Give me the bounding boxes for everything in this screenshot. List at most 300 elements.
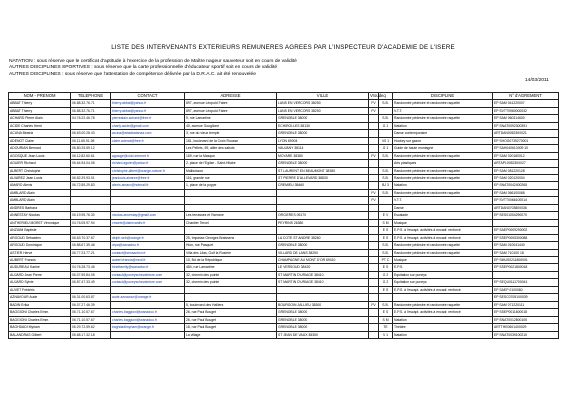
agreement-cell: EP SNAT0042400265 [493, 182, 559, 189]
city-cell [277, 189, 369, 196]
name-cell: BADIN Erika [9, 301, 71, 308]
agreement-cell: EP SAM 710100 18 [493, 249, 559, 256]
level-cell: S.B. [379, 100, 393, 107]
agreement-cell: EP SAM 010041440 [493, 242, 559, 249]
level-cell: G 2 [379, 271, 393, 278]
address-cell: 25, Impasse Georges Braissens [185, 234, 277, 241]
city-cell: GRENOBLE 38000 [277, 316, 369, 323]
agreement-cell: EP SNAT0012800105 [493, 316, 559, 323]
contact-cell[interactable]: acuna@abadiadanza.com [111, 130, 185, 137]
agreement-cell: ARTDAN0052300021 [493, 130, 559, 137]
address-cell: 2, place de l'Eglise - Saint-Hilaire [185, 160, 277, 167]
agreement-cell: EP SAM 066100068 [493, 189, 559, 196]
name-cell: ABBAT Thierry [9, 100, 71, 107]
table-row [9, 212, 559, 219]
code-cell [369, 160, 379, 167]
contact-cell[interactable]: jeanlouis.alvarez@free.fr [111, 174, 185, 181]
agreement-cell: ARTDAN0703800036 [493, 204, 559, 211]
phone-cell [71, 122, 111, 129]
name-cell: AGOSQUE Jean Louis [9, 152, 71, 159]
contact-cell[interactable]: pierrealain.achard@free.fr [111, 115, 185, 122]
contact-cell[interactable]: claire.adenot@free.fr [111, 137, 185, 144]
phone-cell: 06.07.59.84.05 [71, 271, 111, 278]
agreement-cell: EP SNAT0092300391 [493, 122, 559, 129]
code-cell [369, 204, 379, 211]
name-cell: BAGGIONI Charles Emm. [9, 309, 71, 316]
name-cell: AUJARD Jean Pierre [9, 271, 71, 278]
city-cell: GRENOBLE 38000 [277, 324, 369, 331]
discipline-cell: Danse [393, 204, 493, 211]
agreement-cell: EP SAEP0009290002 [493, 227, 559, 234]
contact-cell [111, 204, 185, 211]
address-cell: 169, rue la Masque [185, 152, 277, 159]
address-cell: Villa des Lilas, Golf la Rosière [185, 249, 277, 256]
agreement-cell: EP SVTT0960000032 [493, 107, 559, 114]
discipline-cell: E.P.S. à l'escapt. activités à encadr. renforcé [393, 234, 493, 241]
code-cell [369, 174, 379, 181]
contact-cell[interactable]: christophe.albert@orange-nature.fr [111, 167, 185, 174]
level-cell: S.B. [379, 174, 393, 181]
discipline-cell: E.P.S. à l'escapt. activités à encadr. renforcé [393, 286, 493, 293]
address-cell [185, 227, 277, 234]
validity-notes [9, 59, 559, 83]
agreement-cell [493, 271, 559, 278]
phone-cell: 04.76.28.73.46 [71, 264, 111, 271]
phone-cell: 06.11.65.91.98 [71, 137, 111, 144]
table-row [9, 324, 559, 331]
phone-cell [71, 197, 111, 204]
note-natation: NATATION : sous réserve que le certificat d'aptitude à l'exercice de la profession de Maître nageur sauveteur soit en cours de validité [9, 59, 297, 64]
table-body [9, 100, 559, 339]
contact-cell [111, 145, 185, 152]
contact-cell[interactable]: aude.aznavour@orange.fr [111, 294, 185, 301]
code-cell [369, 249, 379, 256]
city-cell: LANS EN VERCORS 38250 [277, 100, 369, 107]
discipline-cell [393, 294, 493, 301]
discipline-cell: Théâtre [393, 324, 493, 331]
address-cell: 18, rue Paul Bouget [185, 324, 277, 331]
level-cell: G 2 [379, 279, 393, 286]
phone-cell [71, 167, 111, 174]
phone-cell [71, 227, 111, 234]
discipline-cell: Randonnée pédestre et randonnée raquette [393, 242, 493, 249]
code-cell [369, 115, 379, 122]
code-cell: FV [369, 301, 379, 308]
level-cell [379, 160, 393, 167]
phone-cell: 04.76.22.46.78 [71, 115, 111, 122]
code-cell [369, 242, 379, 249]
contact-cell[interactable]: richard.aguier@yahoo.fr [111, 160, 185, 167]
city-cell: LA COTE ST ANDRE 38260 [277, 234, 369, 241]
table-row [9, 227, 559, 234]
city-cell: PEYRINS 26380 [277, 219, 369, 226]
phone-cell [71, 189, 111, 196]
document-date: 14/03/2011 [524, 78, 549, 83]
level-cell: S.B. [379, 242, 393, 249]
city-cell: ST LAURENT EN BEAUMONT 38350 [277, 167, 369, 174]
city-cell: ECHIROLLES 38130 [277, 122, 369, 129]
contact-cell [111, 286, 185, 293]
name-cell: ANNESTAY Nicolas [9, 212, 71, 219]
contact-cell[interactable]: vmoret@dsfmvanthr.fr [111, 219, 185, 226]
phone-cell: 06.19.95.76.30 [71, 212, 111, 219]
table-row [9, 279, 559, 286]
name-cell: AZNAVOUR Aude [9, 294, 71, 301]
agreement-cell: EP SAM 041220007 [493, 100, 559, 107]
address-cell [185, 294, 277, 301]
code-cell [369, 264, 379, 271]
code-cell [369, 286, 379, 293]
level-cell: E S [379, 227, 393, 234]
level-cell: S.B. [379, 301, 393, 308]
name-cell: AMARO Alexis [9, 182, 71, 189]
discipline-cell: Randonnée pédestre et randonnée raquette [393, 152, 493, 159]
name-cell: ALVAREZ Jean Louis [9, 174, 71, 181]
city-cell: LE VERSOUD 38420 [277, 264, 369, 271]
agreement-cell: EP SSEP0011600018 [493, 309, 559, 316]
code-cell [369, 271, 379, 278]
level-cell: PT C [379, 256, 393, 263]
agreement-table [8, 92, 559, 339]
phone-cell: 06.63.00.28.43 [71, 130, 111, 137]
address-cell [185, 197, 277, 204]
address-cell [185, 189, 277, 196]
agreement-cell: EP SHOG0739270001 [493, 137, 559, 144]
city-cell: VILLARD DE LANS 38250 [277, 249, 369, 256]
discipline-cell: Natation [393, 182, 493, 189]
city-cell: ST JEAN DE VAUX 38350 [277, 331, 369, 338]
discipline-cell: Natation [393, 316, 493, 323]
city-cell [277, 204, 369, 211]
contact-cell [111, 197, 185, 204]
name-cell: ARGOUD Dominique [9, 242, 71, 249]
table-row [9, 242, 559, 249]
phone-cell: 06.88.67.39.46 [71, 242, 111, 249]
phone-cell: 06.88.32.76.71 [71, 107, 111, 114]
level-cell: E S [379, 264, 393, 271]
phone-cell: 06.82.29.93.01 [71, 174, 111, 181]
address-cell: 897, avenue Léopold Fabre [185, 107, 277, 114]
name-cell: ANTHERIEU MORET Véronique [9, 219, 71, 226]
city-cell: LYON 69004 [277, 137, 369, 144]
table-row [9, 167, 559, 174]
level-cell: S.B. [379, 115, 393, 122]
contact-cell [111, 189, 185, 196]
discipline-header: DISCIPLINE [393, 93, 493, 100]
name-cell: AUVET Frédéric [9, 286, 71, 293]
city-cell [277, 197, 369, 204]
code-cell [369, 279, 379, 286]
agreement-cell: EP SAM 020180012 [493, 152, 559, 159]
name-cell: AMBLARD Alain [9, 189, 71, 196]
name-cell: AUBERT Francis [9, 256, 71, 263]
discipline-cell: Randonnée pédestre et randonnée raquette [393, 100, 493, 107]
city-cell: GRENOBLE 38000 [277, 115, 369, 122]
agreement-cell: EP SAEP 0100060 [493, 286, 559, 293]
address-cell: 40, avenue Gouglione [185, 122, 277, 129]
name-cell: ANZIANI Baptiste [9, 227, 71, 234]
phone-cell: 06.12.82.60.61 [71, 152, 111, 159]
code-cell [369, 256, 379, 263]
discipline-cell: Escalade [393, 212, 493, 219]
phone-cell: 06.72.85.29.83 [71, 182, 111, 189]
city-cell [277, 227, 369, 234]
city-cell: GRENOBLE 38000 [277, 160, 369, 167]
level-cell: E S [379, 286, 393, 293]
discipline-cell: Musique [393, 256, 493, 263]
level-cell: S M [379, 219, 393, 226]
discipline-cell: V.T.T. [393, 107, 493, 114]
contact-cell[interactable]: charles.baggioni@wanadoo.fr [111, 316, 185, 323]
name-cell: BALANDRAS Gilbert [9, 331, 71, 338]
phone-cell: 06.68.17.32.18 [71, 331, 111, 338]
address-cell: 32, chemin des pointe [185, 271, 277, 278]
level-cell: S.B. [379, 167, 393, 174]
name-cell: AUJARD Sylvie [9, 279, 71, 286]
contact-cell[interactable]: drpa@wanadoo.fr [111, 242, 185, 249]
address-cell: 10, Bd de la République [185, 256, 277, 263]
table-row [9, 174, 559, 181]
address-cell: La village [185, 331, 277, 338]
code-cell [369, 316, 379, 323]
discipline-cell: Randonnée pédestre et randonnée raquette [393, 174, 493, 181]
table-row [9, 107, 559, 114]
phone-cell: 06.71.10.57.67 [71, 316, 111, 323]
discipline-cell: Randonnée pédestre et randonnée raquette [393, 301, 493, 308]
agreement-cell: EP SSEP0021800018 [493, 264, 559, 271]
contact-cell[interactable]: baghdadimyriam@orange.fr [111, 324, 185, 331]
document-title: LISTE DES INTERVENANTS EXTERIEURS REMUNERES AGREES PAR L'INSPECTEUR D'ACADEMIE DE L'ISERE [111, 44, 455, 51]
name-cell: ASTIER Hervé [9, 249, 71, 256]
level-cell [379, 130, 393, 137]
phone-cell: 06.31.00.63.87 [71, 294, 111, 301]
code-cell [369, 212, 379, 219]
phone-cell: 06.88.32.76.71 [71, 100, 111, 107]
discipline-cell: Hockey sur gazon [393, 137, 493, 144]
address-cell: 116, grande rue [185, 174, 277, 181]
code-cell: FV [369, 107, 379, 114]
contact-cell[interactable]: delph.seb@orange.fr [111, 234, 185, 241]
phone-cell: 06.29.72.59.62 [71, 324, 111, 331]
address-cell: 897, avenue Léopold Fabre [185, 100, 277, 107]
agreement-cell: EP SAM 081220128 [493, 167, 559, 174]
city-cell: LANS EN VERCORS 38250 [277, 107, 369, 114]
address-cell: 9, rue Lamartine [185, 115, 277, 122]
discipline-cell: Natation [393, 331, 493, 338]
city-cell: CREMIEU 38460 [277, 182, 369, 189]
table-row [9, 256, 559, 263]
table-row [9, 122, 559, 129]
contact-cell [111, 301, 185, 308]
table-row [9, 271, 559, 278]
phone-cell: 06.77.23.77.21 [71, 249, 111, 256]
note-other: AUTRES DISCIPLINES : sous réserve que l'attestation de compétence délivrée par la D.R.A.C. ait été renouvelée [9, 71, 256, 77]
code-cell [369, 167, 379, 174]
phone-cell: 04.76.05.97.94 [71, 219, 111, 226]
address-cell: 26, rue Paul Bouget [185, 316, 277, 323]
name-cell: ACHARD Pierre Alain [9, 115, 71, 122]
discipline-cell: Equitation sur poneys [393, 279, 493, 286]
address-cell [185, 286, 277, 293]
agreement-cell: EP SMUS0211800001 [493, 256, 559, 263]
name-cell: ANDRES Barbara [9, 204, 71, 211]
agreement-cell: EP SAH040610009 10 [493, 145, 559, 152]
address-cell: 1, place de la poype [185, 182, 277, 189]
address-cell: 26, rue Paul Bouget [185, 309, 277, 316]
agreement-cell: EP SAM 060314600 [493, 115, 559, 122]
phone-cell [71, 204, 111, 211]
phone-cell: 06.80.25.59.12 [71, 145, 111, 152]
phone-cell: 06.63.70.37.67 [71, 234, 111, 241]
name-cell: ARGOUD Sébastien [9, 234, 71, 241]
contact-cell[interactable]: charly.acide@gmail.com [111, 122, 185, 129]
agreement-cell: EP SES01004290070 [493, 212, 559, 219]
address-cell: Les Pellets, 59, allée des sabots [185, 145, 277, 152]
table-row [9, 182, 559, 189]
phone-cell [71, 286, 111, 293]
address-cell: 3, rue du vieux temple [185, 130, 277, 137]
agreement-cell: EP SSEP0005300088 [493, 234, 559, 241]
contact-cell[interactable]: agosqje@club-internet.fr [111, 152, 185, 159]
agreement-cell: EP SAM 071220111 [493, 301, 559, 308]
contact-cell[interactable]: thierry.abbat@yahoo.fr [111, 100, 185, 107]
discipline-cell: Randonnée pédestre et randonnée raquette [393, 167, 493, 174]
level-cell [379, 294, 393, 301]
contact-cell[interactable]: charles.baggioni@wanadoo.fr [111, 309, 185, 316]
table-row [9, 137, 559, 144]
discipline-cell: Musique [393, 219, 493, 226]
code-cell [369, 309, 379, 316]
name-cell: BAGGIONI Charles Emm. [9, 316, 71, 323]
name-cell: AGUIER Richard [9, 160, 71, 167]
discipline-cell: Guide de haute montagne [393, 145, 493, 152]
level-cell: BJ 3 [379, 182, 393, 189]
level-cell: S.B. [379, 189, 393, 196]
table-row [9, 219, 559, 226]
agreement-cell: EP SNAT0039100210 [493, 331, 559, 338]
name-cell: ADOURIAN Bernard [9, 145, 71, 152]
level-cell: E S [379, 309, 393, 316]
level-cell: G 1 [379, 145, 393, 152]
level-cell [379, 204, 393, 211]
code-cell [369, 219, 379, 226]
city-cell: ST PIERRE D'ALLEVARD 38830 [277, 174, 369, 181]
contact-cell[interactable]: aubert.francis@neuf.fr [111, 256, 185, 263]
city-cell: ORCIERES 05170 [277, 212, 369, 219]
contact-cell [111, 331, 185, 338]
table-row [9, 160, 559, 167]
contact-cell[interactable]: binettamily@wanadoo.fr [111, 264, 185, 271]
discipline-cell: E.P.S. [393, 264, 493, 271]
phone-cell [71, 256, 111, 263]
table-row [9, 100, 559, 107]
address-cell: 5, boulevard des Halliers [185, 301, 277, 308]
level-cell: S.B. [379, 152, 393, 159]
level-cell: V0 1 [379, 137, 393, 144]
code-cell [369, 294, 379, 301]
table-row [9, 115, 559, 122]
code-cell: FV [369, 152, 379, 159]
contact-cell[interactable]: contact@poneyschevaleture.com [111, 271, 185, 278]
agreement-cell: EP SVTT0066100014 [493, 197, 559, 204]
address-header: ADRESSE [185, 93, 277, 100]
level-cell: S.B. [379, 249, 393, 256]
table-row [9, 197, 559, 204]
code-cell [369, 130, 379, 137]
city-cell: GRENOBLE 38000 [277, 242, 369, 249]
name-cell: BAGHDADI Myriam [9, 324, 71, 331]
agreement-cell: ARTTHE0601400029 [493, 324, 559, 331]
address-cell: 32, chemin des pointe [185, 279, 277, 286]
table-row [9, 234, 559, 241]
level-cell: E S [379, 234, 393, 241]
name-cell: ACIDE Charles Henri [9, 122, 71, 129]
city-cell: GRENOBLE 38000 [277, 309, 369, 316]
contact-cell[interactable]: contact@sensaction.fr [111, 249, 185, 256]
agreement-cell [493, 219, 559, 226]
contact-cell[interactable]: thierry.abbat@yahoo.fr [111, 107, 185, 114]
city-cell: GRENOBLE 38000 [277, 130, 369, 137]
contact-cell[interactable]: contact@poneyschevaleture.com [111, 279, 185, 286]
code-cell [369, 137, 379, 144]
city-cell: MOYARE 38380 [277, 152, 369, 159]
contact-cell[interactable]: nicolas.annestay@gmail.com [111, 212, 185, 219]
code-cell: FV [369, 189, 379, 196]
name-cell: ACUNA Béatriz [9, 130, 71, 137]
address-cell: Hion, rue Pasquet [185, 242, 277, 249]
city-cell [277, 294, 369, 301]
contact-cell[interactable]: alexis.amaro@hotmail.fr [111, 182, 185, 189]
code-cell [369, 122, 379, 129]
table-row [9, 331, 559, 338]
code-cell: FV [369, 100, 379, 107]
discipline-cell: Equitation sur poneys [393, 271, 493, 278]
city-cell: ST MARTIN D'URIAGE 38410 [277, 279, 369, 286]
name-cell: AMBLARD Alain [9, 197, 71, 204]
code-cell [369, 324, 379, 331]
discipline-cell: Randonnée pédestre et randonnée raquette [393, 189, 493, 196]
code-cell [369, 234, 379, 241]
discipline-cell: Natation [393, 122, 493, 129]
name-cell: ABBAT Thierry [9, 107, 71, 114]
discipline-cell: Arts plastiques [393, 160, 493, 167]
code-cell [369, 227, 379, 234]
code-cell [369, 331, 379, 338]
discipline-cell: Danse contemporaine [393, 130, 493, 137]
city-cell: CHAMPAGNE AU MONT D'OR 69410 [277, 256, 369, 263]
name-cell: ALBERT Christophe [9, 167, 71, 174]
level-cell: E V [379, 212, 393, 219]
phone-cell: 06.71.10.57.67 [71, 309, 111, 316]
contact-cell [111, 227, 185, 234]
table-row [9, 286, 559, 293]
agreement-header: N° d'AGREMENT [493, 93, 559, 100]
table-row [9, 130, 559, 137]
table-row [9, 189, 559, 196]
phone-cell: 06.87.47.33.49 [71, 279, 111, 286]
level-cell: V 1 [379, 331, 393, 338]
name-cell: ADENOT Claire [9, 137, 71, 144]
code-header: Vroudeq [370, 93, 386, 98]
table-row [9, 294, 559, 301]
code-cell [369, 145, 379, 152]
discipline-cell: Randonnée pédestre et randonnée raquette [393, 249, 493, 256]
name-cell: AUDUREAU Karine [9, 264, 71, 271]
table-row [9, 204, 559, 211]
code-cell: FV [369, 197, 379, 204]
agreement-cell: EP SESC0705100039 [493, 294, 559, 301]
level-cell: S M [379, 316, 393, 323]
